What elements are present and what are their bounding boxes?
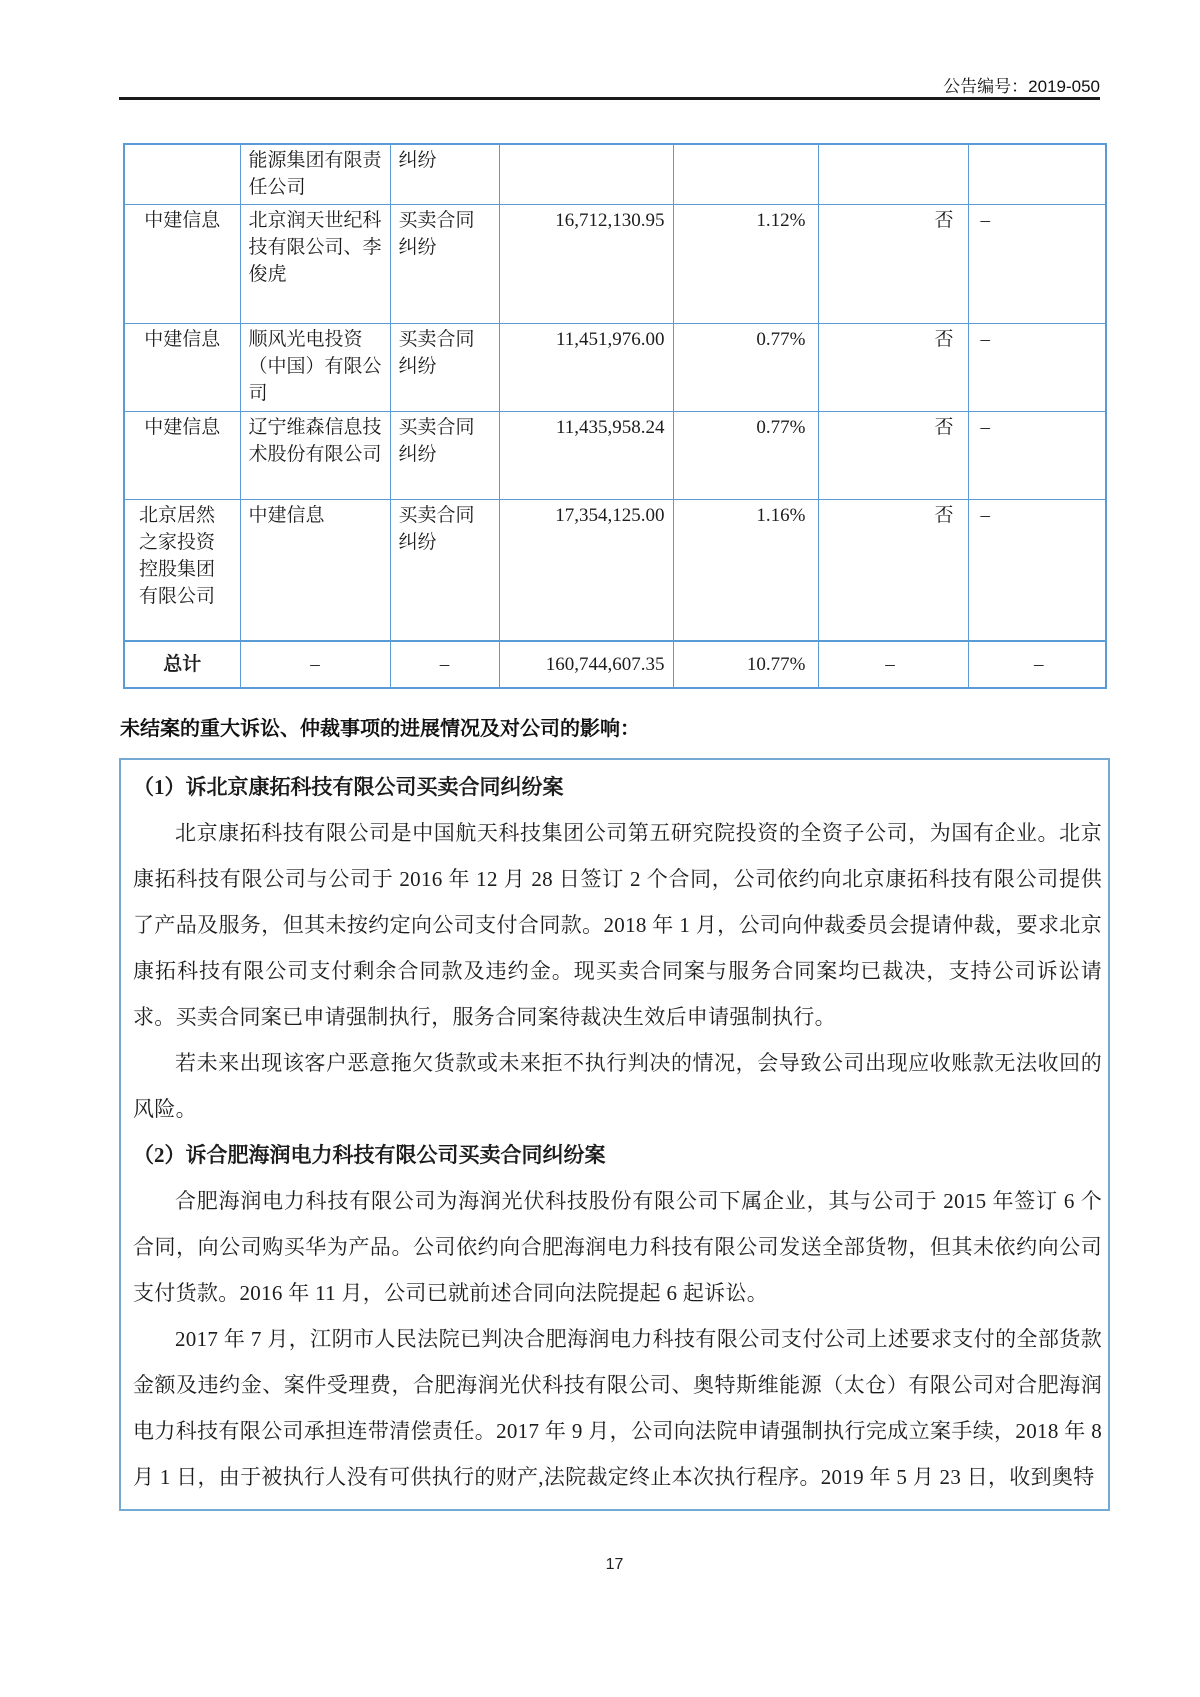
doc-number: 公告编号：2019-050: [943, 77, 1100, 96]
table-cell: 纠纷: [390, 144, 499, 204]
table-cell: 北京居然之家投资控股集团有限公司: [124, 499, 240, 641]
table-cell: 顺风光电投资（中国）有限公司: [240, 323, 390, 411]
case1-paragraph-1: 北京康拓科技有限公司是中国航天科技集团公司第五研究院投资的全资子公司，为国有企业。北京康拓科技有限公司与公司于 2016 年 12 月 28 日签订 2 个合同，公司依约向北京康拓科技有限公司提供了产品及服务，但其未按约定向公司支付合同款。2018 年 1 月，公司向仲裁委员会提请仲裁，要求北京康拓科技有限公司支付剩余合同款及违约金。现买卖合同案与服务合同案均已裁决，支持公司诉讼请求。买卖合同案已申请强制执行，服务合同案待裁决生效后申请强制执行。: [133, 821, 1102, 1029]
table-cell: –: [818, 641, 968, 688]
table-cell: 否: [818, 204, 968, 323]
table-cell: –: [390, 641, 499, 688]
table-cell: –: [968, 411, 1106, 499]
table-cell: 1.12%: [673, 204, 818, 323]
table-cell: [124, 144, 240, 204]
case2-paragraph-2: 2017 年 7 月，江阴市人民法院已判决合肥海润电力科技有限公司支付公司上述要求支付的全部货款金额及违约金、案件受理费，合肥海润光伏科技有限公司、奥特斯维能源（太仓）有限公司对合肥海润电力科技有限公司承担连带清偿责任。2017 年 9 月，公司向法院申请强制执行完成立案手续，2018 年 8 月 1 日，由于被执行人没有可供执行的财产,法院裁定终止本次执行程序。2019 年 5 月 23 日，收到奥特: [133, 1327, 1102, 1489]
table-cell: 0.77%: [673, 323, 818, 411]
table-cell: 16,712,130.95: [499, 204, 673, 323]
case2-heading: （2）诉合肥海润电力科技有限公司买卖合同纠纷案: [133, 1143, 606, 1167]
table-cell: [818, 144, 968, 204]
case2-paragraph-1: 合肥海润电力科技有限公司为海润光伏科技股份有限公司下属企业，其与公司于 2015 年签订 6 个合同，向公司购买华为产品。公司依约向合肥海润电力科技有限公司发送全部货物，但其未依约向公司支付货款。2016 年 11 月，公司已就前述合同向法院提起 6 起诉讼。: [133, 1189, 1102, 1305]
table-cell: 11,435,958.24: [499, 411, 673, 499]
litigation-table: [123, 143, 1107, 689]
table-cell: –: [240, 641, 390, 688]
table-cell: 160,744,607.35: [499, 641, 673, 688]
table-cell: 中建信息: [124, 411, 240, 499]
table-cell: [968, 144, 1106, 204]
table-cell: 0.77%: [673, 411, 818, 499]
table-cell: 能源集团有限责任公司: [240, 144, 390, 204]
table-cell: [673, 144, 818, 204]
table-cell: 总计: [124, 641, 240, 688]
table-cell: 中建信息: [124, 323, 240, 411]
table-row: [124, 411, 1106, 499]
table-cell: –: [968, 499, 1106, 641]
table-cell: 买卖合同纠纷: [390, 411, 499, 499]
table-cell: 1.16%: [673, 499, 818, 641]
table-row: [124, 204, 1106, 323]
table-cell: 否: [818, 499, 968, 641]
table-row: [124, 323, 1106, 411]
section-heading: 未结案的重大诉讼、仲裁事项的进展情况及对公司的影响：: [120, 718, 640, 740]
table-cell: 买卖合同纠纷: [390, 499, 499, 641]
table-cell: 中建信息: [124, 204, 240, 323]
table-row: [124, 144, 1106, 204]
table-cell: 中建信息: [240, 499, 390, 641]
table-cell: 辽宁维森信息技术股份有限公司: [240, 411, 390, 499]
table-cell: 17,354,125.00: [499, 499, 673, 641]
table-cell: 买卖合同纠纷: [390, 323, 499, 411]
case1-heading: （1）诉北京康拓科技有限公司买卖合同纠纷案: [133, 775, 564, 799]
case1-paragraph-2: 若未来出现该客户恶意拖欠货款或未来拒不执行判决的情况，会导致公司出现应收账款无法收回的风险。: [133, 1051, 1102, 1121]
header-rule: [119, 97, 1100, 100]
page-number: 17: [605, 1556, 624, 1573]
table-cell: 否: [818, 411, 968, 499]
table-cell: –: [968, 641, 1106, 688]
table-cell: 11,451,976.00: [499, 323, 673, 411]
table-cell: 买卖合同纠纷: [390, 204, 499, 323]
litigation-progress-box: [119, 758, 1110, 1511]
table-cell: –: [968, 323, 1106, 411]
table-row: [124, 499, 1106, 641]
table-cell: [499, 144, 673, 204]
table-cell: –: [968, 204, 1106, 323]
table-cell: 10.77%: [673, 641, 818, 688]
table-cell: 北京润天世纪科技有限公司、李俊虎: [240, 204, 390, 323]
table-total-row: [124, 641, 1106, 688]
table-cell: 否: [818, 323, 968, 411]
